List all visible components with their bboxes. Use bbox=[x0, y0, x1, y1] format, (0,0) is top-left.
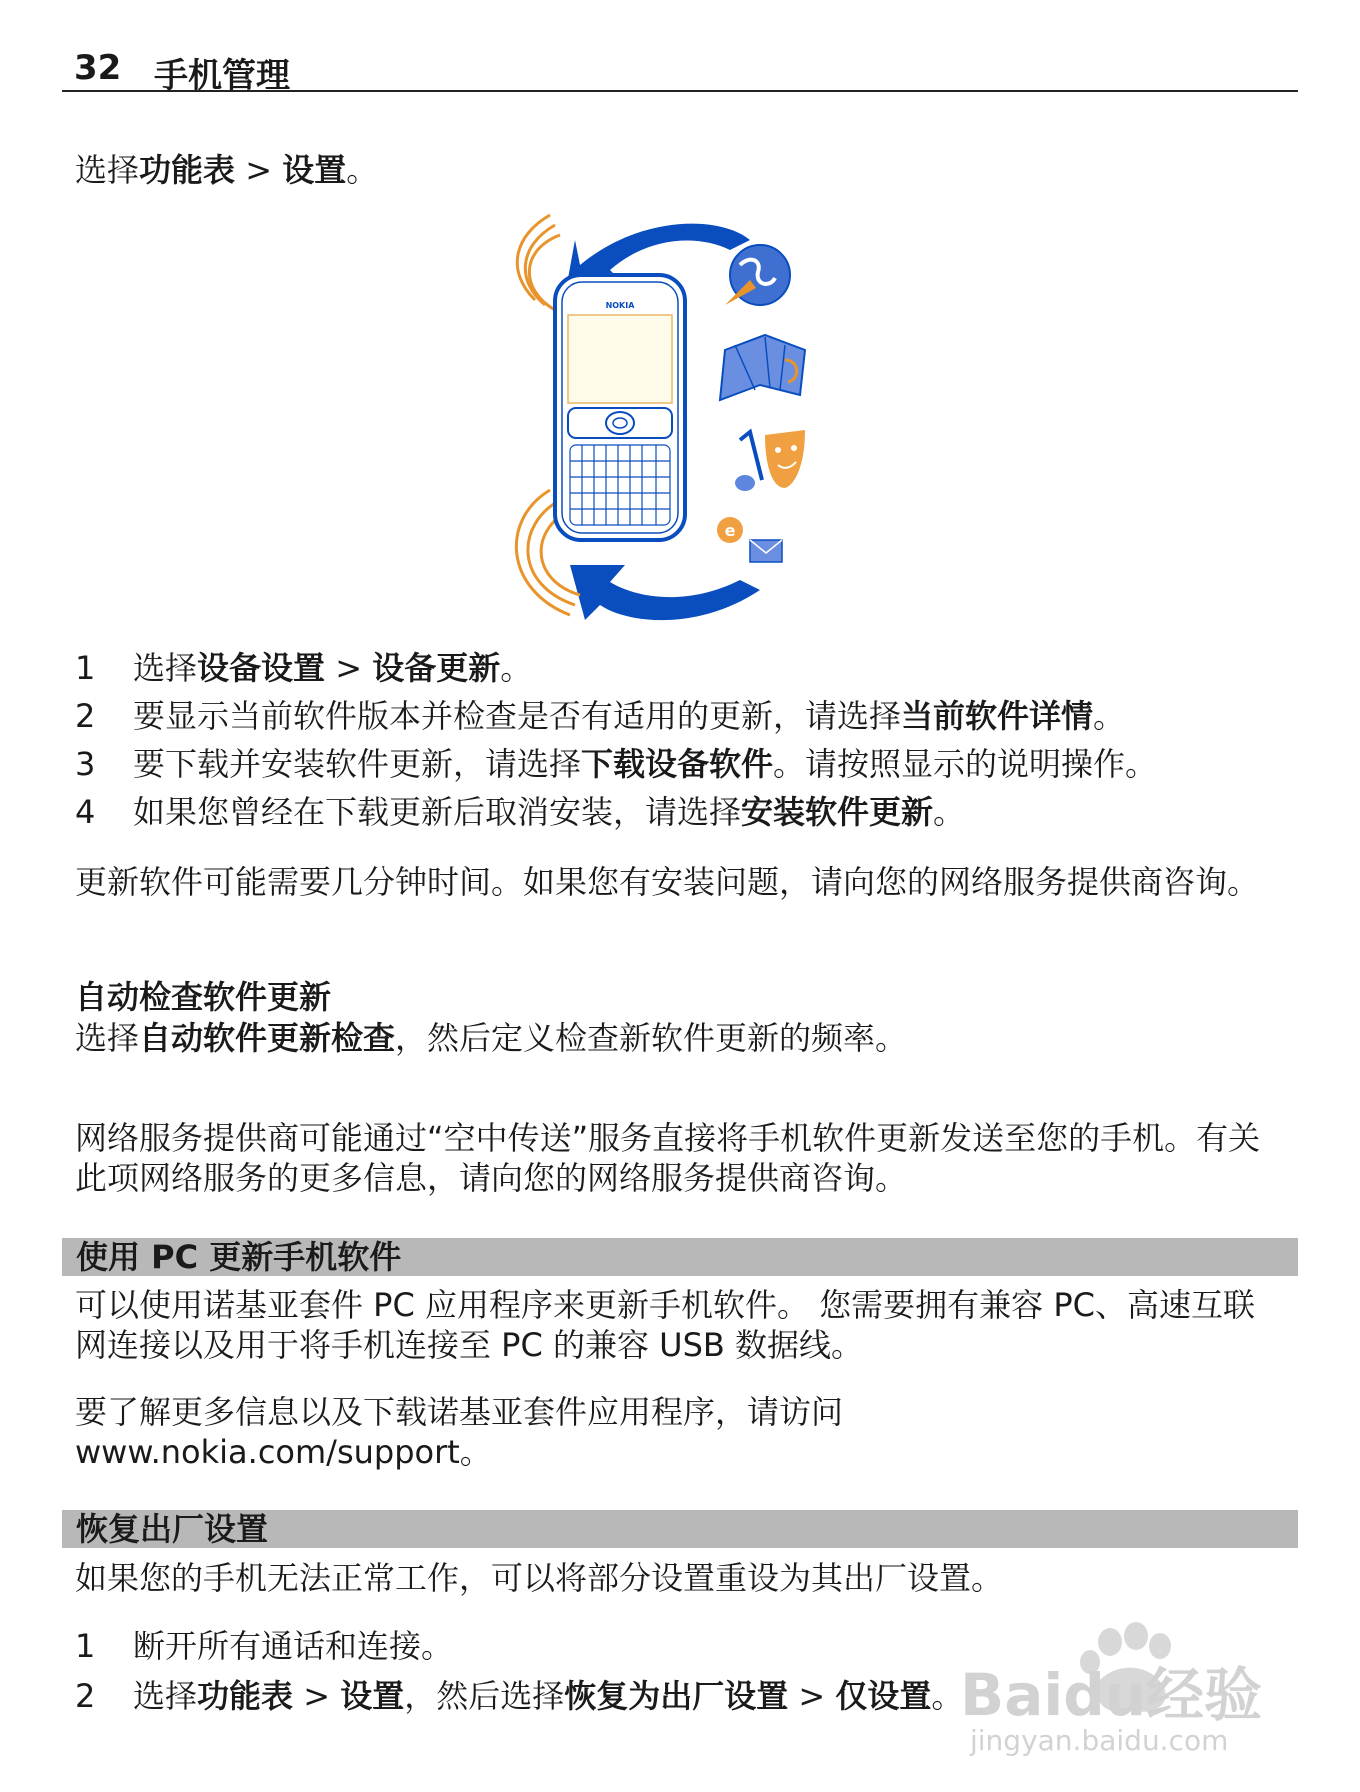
step-number: 1 bbox=[75, 649, 96, 687]
pc-para2-prefix: 要了解更多信息以及下载诺基亚套件应用程序，请访问 bbox=[75, 1393, 844, 1431]
step-number: 2 bbox=[75, 697, 96, 735]
pc-section-para1: 可以使用诺基亚套件 PC 应用程序来更新手机软件。 您需要拥有兼容 PC、高速互联网连接以及用于将手机连接至 PC 的兼容 USB 数据线。 bbox=[75, 1286, 1255, 1364]
step-text: 选择 bbox=[133, 649, 198, 687]
step-text: 如果您曾经在下载更新后取消安装，请选择 bbox=[133, 793, 742, 831]
step-sep: > bbox=[293, 1677, 341, 1715]
email-icon bbox=[717, 517, 782, 562]
step-sep: > bbox=[325, 649, 373, 687]
map-icon bbox=[720, 335, 805, 400]
intro-prefix: 选择 bbox=[75, 151, 140, 189]
step-text: 。 bbox=[500, 649, 533, 687]
step-text: 。 bbox=[1093, 697, 1126, 735]
phone-illustration-svg bbox=[500, 210, 860, 630]
pc-para2-suffix: 。 bbox=[459, 1433, 492, 1471]
step-number: 2 bbox=[75, 1677, 96, 1715]
step-text: 断开所有通话和连接。 bbox=[133, 1627, 454, 1665]
step-menu-item: 下载设备软件 bbox=[581, 745, 774, 783]
step-text: 要下载并安装软件更新，请选择 bbox=[133, 745, 582, 783]
page-header bbox=[62, 44, 1298, 96]
auto-check-prefix: 选择 bbox=[75, 1019, 140, 1057]
refresh-arrow-bottom-icon bbox=[570, 565, 760, 620]
baidu-watermark bbox=[950, 1620, 1280, 1760]
nokia-support-link[interactable]: www.nokia.com/support bbox=[75, 1433, 460, 1471]
globe-icon bbox=[725, 245, 790, 305]
step-number: 1 bbox=[75, 1627, 96, 1665]
svg-text:e: e bbox=[724, 521, 736, 540]
restore-section-heading: 恢复出厂设置 bbox=[76, 1510, 269, 1548]
step-text: 。请按照显示的说明操作。 bbox=[773, 745, 1158, 783]
auto-check-item: 自动软件更新检查 bbox=[139, 1019, 396, 1057]
phone-icon bbox=[555, 275, 685, 540]
pc-section-para2 bbox=[75, 1392, 1255, 1472]
step-number: 4 bbox=[75, 793, 96, 831]
step-sep: > bbox=[788, 1677, 836, 1715]
intro-sep: > bbox=[235, 151, 283, 189]
intro-suffix: 。 bbox=[346, 151, 379, 189]
ota-note: 网络服务提供商可能通过“空中传送”服务直接将手机软件更新发送至您的手机。有关此项网络服务的更多信息，请向您的网络服务提供商咨询。 bbox=[75, 1119, 1261, 1197]
step-text: 。 bbox=[933, 793, 966, 831]
phone-brand-label: NOKIA bbox=[605, 301, 635, 310]
step-4 bbox=[75, 792, 1315, 832]
music-theatre-icon bbox=[735, 430, 805, 491]
step-menu-item: 安装软件更新 bbox=[741, 793, 934, 831]
step-text: 要显示当前软件版本并检查是否有适用的更新，请选择 bbox=[133, 697, 902, 735]
auto-check-heading: 自动检查软件更新 bbox=[75, 978, 332, 1016]
step-menu-item: 设备更新 bbox=[372, 649, 501, 687]
phone-update-illustration bbox=[500, 210, 860, 630]
restore-section-para: 如果您的手机无法正常工作，可以将部分设置重设为其出厂设置。 bbox=[75, 1559, 1004, 1597]
watermark-url: jingyan.baidu.com bbox=[970, 1724, 1229, 1757]
step-text: 。 bbox=[931, 1677, 964, 1715]
page-title: 手机管理 bbox=[154, 56, 290, 96]
step-menu-item: 设置 bbox=[340, 1677, 405, 1715]
step-text: ，然后选择 bbox=[404, 1677, 565, 1715]
pc-section-heading-bar bbox=[62, 1238, 1298, 1276]
auto-check-suffix: ，然后定义检查新软件更新的频率。 bbox=[395, 1019, 908, 1057]
step-menu-item: 仅设置 bbox=[835, 1677, 932, 1715]
intro-menu: 功能表 bbox=[139, 151, 236, 189]
step-number: 3 bbox=[75, 745, 96, 783]
step-menu-item: 当前软件详情 bbox=[901, 697, 1094, 735]
step-2 bbox=[75, 696, 1315, 736]
restore-section-heading-bar bbox=[62, 1510, 1298, 1548]
auto-check-text bbox=[75, 1018, 1305, 1058]
watermark-logo-text: Baidu经验 bbox=[960, 1661, 1263, 1729]
step-menu-item: 恢复为出厂设置 bbox=[564, 1677, 789, 1715]
intro-line bbox=[75, 150, 1305, 190]
step-menu-item: 功能表 bbox=[197, 1677, 294, 1715]
step-text: 选择 bbox=[133, 1677, 198, 1715]
pc-section-heading: 使用 PC 更新手机软件 bbox=[76, 1238, 402, 1276]
intro-item: 设置 bbox=[282, 151, 347, 189]
step-3 bbox=[75, 744, 1315, 784]
baidu-paw-logo-icon bbox=[950, 1620, 1280, 1760]
step-menu-item: 设备设置 bbox=[197, 649, 326, 687]
page-number: 32 bbox=[74, 48, 122, 88]
update-time-note: 更新软件可能需要几分钟时间。如果您有安装问题，请向您的网络服务提供商咨询。 bbox=[75, 863, 1260, 901]
step-1 bbox=[75, 648, 1315, 688]
